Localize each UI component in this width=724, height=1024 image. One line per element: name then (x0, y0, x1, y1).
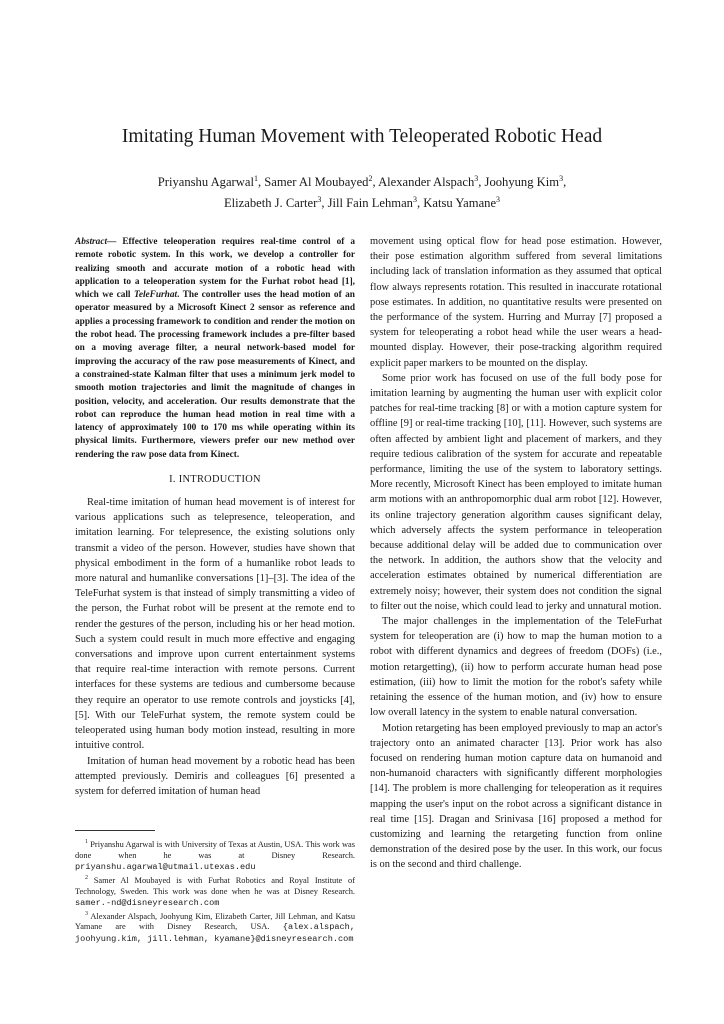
author-name: Alexander Alspach (378, 175, 475, 190)
author-name: Elizabeth J. Carter (223, 196, 318, 211)
footnote-text: Samer Al Moubayed is with Furhat Robotics and Royal Institute of Technology, Sweden. This work was done when he was at Disney Research. (75, 875, 355, 896)
body-paragraph: The major challenges in the implementation of the TeleFurhat system for teleoperation are (i) how to map the human motion to a robot with different dynamics and degrees of freedom (DOFs) (i.e., motion retargetting), (ii) how to perform accurate human head pose estimation, (iii) how to limit the motion for the robot's safety while retaining the essence of the human motion, and (iv) how to ensure low overall latency in the system to enable natural conversation. (370, 616, 662, 719)
affiliation-mark: 2 (368, 174, 373, 183)
footnote-text: Alexander Alspach, Joohyung Kim, Elizabeth Carter, Jill Lehman, and Katsu Yamane are with Disney Research, USA. (75, 911, 356, 932)
body-paragraph: Some prior work has focused on use of the full body pose for imitation learning by augmenting the human user with explicit color patches for real-time tracking [8] or with a motion capture system for offline [9] or real-time tracking [10], [11]. However, such systems are often affected by ambient light and placement of markers, and they require tedious calibration of the system for accurate and repeatable performance, limiting the use of the system to laboratory settings. More recently, Microsoft Kinect has been employed to imitate human arm motions with an anthropomorphic dual arm robot [12]. However, its online trajectory generation algorithm causes significant delay, which adversely affects the system performance in teleoperation because additional delay will be added due to communication over the network. In addition, the authors show that the velocity and acceleration estimates obtained by numerical differentiation are extremely noisy; however, their system does not condition the signal to filter out the noise, which could lead to jerky and unnatural motion. (370, 372, 662, 612)
affiliation-mark: 3 (559, 174, 564, 183)
abstract-text-part-1: — Effective teleoperation requires real-time control of a remote robotic system. In this work, we develop a controller for realizing smooth and accurate motion of a robotic head with application to a teleoperation system for the Furhat robot head [1], which we call (75, 237, 355, 301)
abstract-label: Abstract (75, 237, 108, 247)
paper-title: Imitating Human Movement with Teleoperated Robotic Head (121, 126, 603, 147)
affiliation-mark: 3 (474, 174, 479, 183)
footnote-mark: 1 (85, 839, 88, 845)
affiliation-mark: 3 (496, 195, 501, 205)
footnote-mark: 3 (85, 910, 88, 917)
author-name: Samer Al Moubayed (264, 175, 369, 190)
footnote-divider (75, 830, 155, 831)
author-list: Priyanshu Agarwal$^1$, Samer Al Moubayed$^2$, Alexander Alspach$^3$, Joohyung Kim$^3$, Elizabeth J. Carter$^3$, Jill Fain Lehman$^3$, Katsu Yamane$^3$ (157, 174, 567, 211)
footnote-email: samer.-nd@disneyresearch.com (75, 897, 220, 908)
footnote-email: {alex.alspach, joohyung.kim, jill.lehman, kyamane}@disneyresearch.com (75, 922, 355, 945)
body-paragraph: Real-time imitation of human head movement is of interest for various applications such as telepresence, teleoperation, and imitation learning. For telepresence, the existing solutions only transmit a video of the person. However, studies have shown that physical embodiment in the form of a humanlike robot leads to more natural and humanlike conversations [1]–[3]. The idea of the TeleFurhat system is that instead of simply transmitting a video of the person, the Furhat robot will be present at the remote end to render the gestures of the person, including his or her head motion. Such a system could result in much more effective and engaging conversations and improve upon current entertainment systems that require real-time interaction with remote persons. Current interfaces for these systems are tedious and cumbersome because they require an operator to use remote controls and joysticks [4], [5]. With our TeleFurhat system, the remote system could be teleoperated using human body motion instead, resulting in more intuitive control. (75, 497, 355, 752)
robot-name: TeleFurhat (134, 290, 178, 301)
body-paragraph: movement using optical flow for head pose estimation. However, their pose estimation algorithm suffered from several limitations including lack of translation information as they assumed that optical flow always represents rotation. This resulted in inaccurate rotational pose estimates. In addition, no quantitative results were presented on the performance of the system. Hurring and Murray [7] proposed a system for teleoperating a robot head while the user wears a head-mounted display. However, their pose-tracking algorithm required explicit paper markers to be mounted on the display. (370, 236, 662, 369)
body-paragraph: Imitation of human head movement by a robotic head has been attempted previously. Demiris and colleagues [6] presented a system for deferred imitation of human head (75, 755, 355, 797)
section-heading-introduction: I. INTRODUCTION (169, 474, 261, 486)
body-paragraph: Motion retargeting has been employed previously to map an actor's trajectory onto an animated character [13]. Prior work has also focused on rendering human motion capture data on humanoid and non-humanoid characters with significantly different morphologies [14]. The problem is more challenging for teleoperation as it requires mapping the user's input on the robot across a significant distance in real time [15]. Dragan and Srinivasa [16] proposed a method for customizing and learning the retargeting function from online demonstration of the desired pose by the user. In this work, our focus is on the second and third challenge. (370, 722, 662, 871)
abstract (75, 236, 355, 462)
footnote-2 (75, 873, 355, 909)
footnote-email: priyanshu.agarwal@utmail.utexas.edu (75, 861, 256, 872)
abstract-text-part-2: . The controller uses the head motion of an operator measured by a Microsoft Kinect 2 sensor as reference and applies a processing framework to condition and render the motion on the robot head. The processing framework includes a pre-filter based on a moving average filter, a neural network-based model for improving the accuracy of the raw pose measurements of Kinect, and a constrained-state Kalman filter that uses a minimum jerk model to smooth motion trajectories and limit the magnitude of changes in position, velocity, and acceleration. Our results demonstrate that the robot can reproduce the human head motion in real time with a latency of approximately 100 to 170 ms while operating within its physical limits. Furthermore, viewers prefer our new method over rendering the raw pose data from Kinect. (75, 290, 355, 460)
affiliation-mark: 3 (317, 195, 322, 205)
footnote-text: Priyanshu Agarwal is with University of Texas at Austin, USA. This work was done when he was at Disney Research. (75, 839, 355, 860)
author-name: Joohyung Kim (484, 175, 560, 190)
footnotes (75, 830, 355, 945)
affiliation-mark: 3 (412, 195, 417, 205)
footnote-3 (75, 909, 355, 946)
footnote-1 (75, 837, 355, 873)
right-column (370, 234, 662, 873)
left-column (75, 236, 355, 799)
affiliation-mark: 1 (253, 174, 258, 183)
author-name: Katsu Yamane (423, 196, 497, 211)
author-name: Priyanshu Agarwal (157, 175, 254, 190)
footnote-mark: 2 (85, 874, 88, 881)
author-name: Jill Fain Lehman (327, 196, 413, 211)
